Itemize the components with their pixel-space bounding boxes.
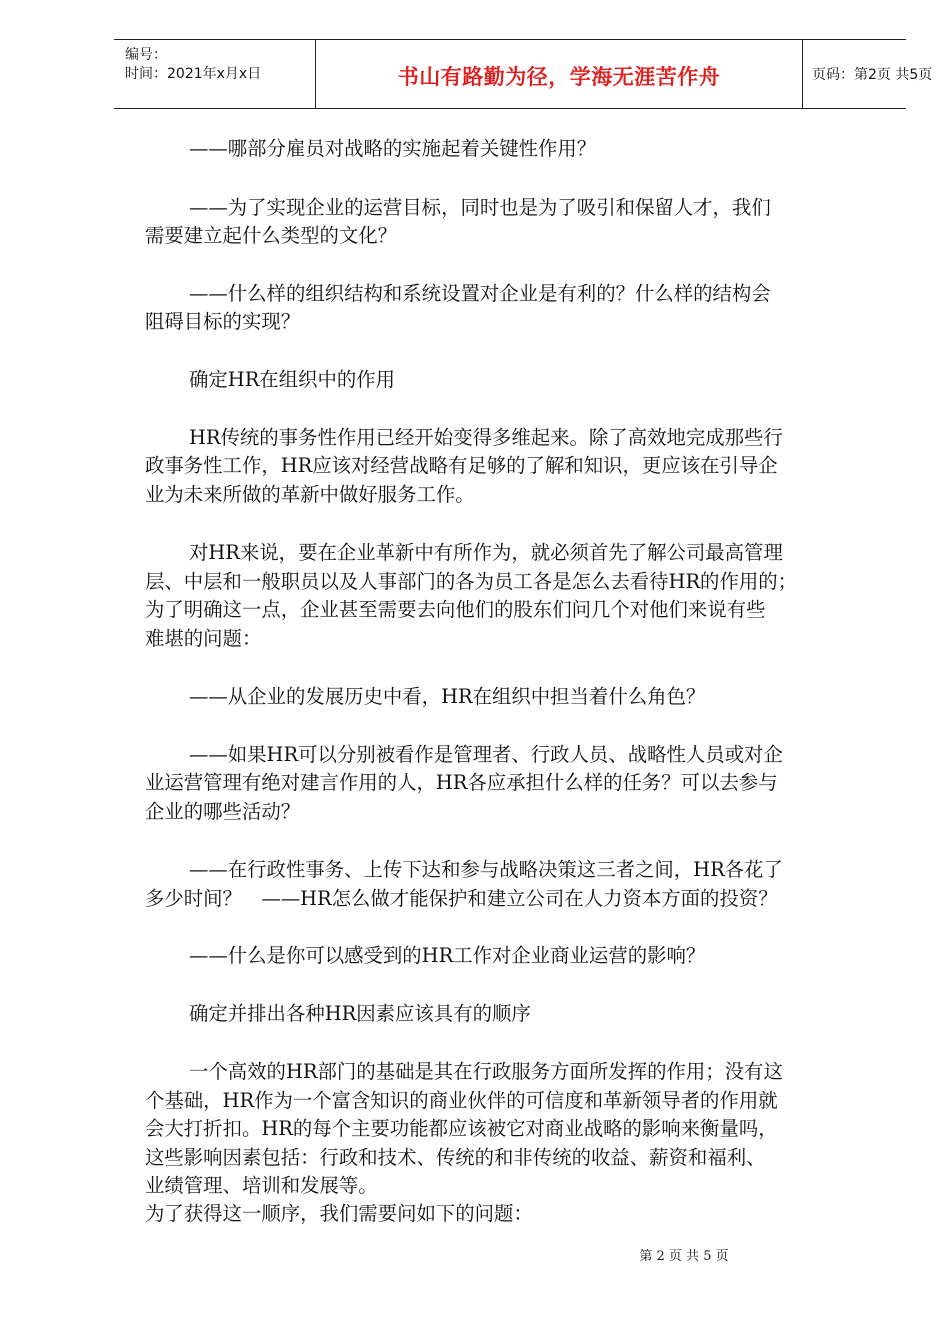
body-line: ——如果HR可以分别被看作是管理者、行政人员、战略性人员或对企 [189,743,783,766]
body-line: 层、中层和一般职员以及人事部门的各为员工各是怎么去看待HR的作用的； [145,570,798,593]
body-line: 为了明确这一点，企业甚至需要去向他们的股东们问几个对他们来说有些 [145,598,766,621]
body-line: 一个高效的HR部门的基础是其在行政服务方面所发挥的作用；没有这 [189,1060,783,1083]
body-line: ——从企业的发展历史中看，HR在组织中担当着什么角色？ [189,685,706,708]
footer-page-number: 第 2 页 共 5 页 [639,1249,729,1264]
page-footer [0,1245,950,1264]
header-meta-cell [114,40,315,108]
body-line: 业运营管理有绝对建言作用的人，HR各应承担什么样的任务？可以去参与 [145,771,778,794]
body-line: 企业的哪些活动？ [145,800,301,823]
body-line: HR传统的事务性作用已经开始变得多维起来。除了高效地完成那些行 [189,426,783,449]
body-line: ——哪部分雇员对战略的实施起着关键性作用？ [189,137,597,160]
body-line: 这些影响因素包括：行政和技术、传统的和非传统的收益、薪资和福利、 [145,1146,766,1169]
body-line: 业为未来所做的革新中做好服务工作。 [145,483,475,506]
body-line: ——在行政性事务、上传下达和参与战略决策这三者之间，HR各花了 [189,858,783,881]
document-time-label: 时间：2021年x月x日 [125,66,262,82]
body-line: 个基础，HR作为一个富含知识的商业伙伴的可信度和革新领导者的作用就 [145,1089,778,1112]
header-page-cell [803,40,933,108]
body-line: ——为了实现企业的运营目标，同时也是为了吸引和保留人才，我们 [189,196,771,219]
body-line: 阻碍目标的实现？ [145,310,301,333]
header-page-info: 页码：第2页 共5页 [812,67,933,83]
body-line: ——什么样的组织结构和系统设置对企业是有利的？什么样的结构会 [189,282,771,305]
section-heading: 确定并排出各种HR因素应该具有的顺序 [189,1002,531,1025]
body-line: 为了获得这一顺序，我们需要问如下的问题： [145,1202,533,1225]
body-line: 需要建立起什么类型的文化？ [145,224,398,247]
body-line: 会大打折扣。HR的每个主要功能都应该被它对商业战略的影响来衡量吗， [145,1117,778,1140]
section-heading: 确定HR在组织中的作用 [189,368,396,391]
body-line: 对HR来说，要在企业革新中有所作为，就必须首先了解公司最高管理 [189,541,783,564]
body-line: 难堪的问题： [145,627,262,650]
body-line: 政事务性工作，HR应该对经营战略有足够的了解和知识，更应该在引导企 [145,454,778,477]
document-header [114,39,933,109]
body-line: 业绩管理、培训和发展等。 [145,1174,378,1197]
header-motto-cell [315,40,803,108]
document-number-label: 编号： [125,47,167,63]
header-motto: 书山有路勤为径，学海无涯苦作舟 [397,65,721,89]
body-line: ——什么是你可以感受到的HR工作对企业商业运营的影响？ [189,944,706,967]
body-line: 多少时间？ ——HR怎么做才能保护和建立公司在人力资本方面的投资？ [145,887,778,910]
